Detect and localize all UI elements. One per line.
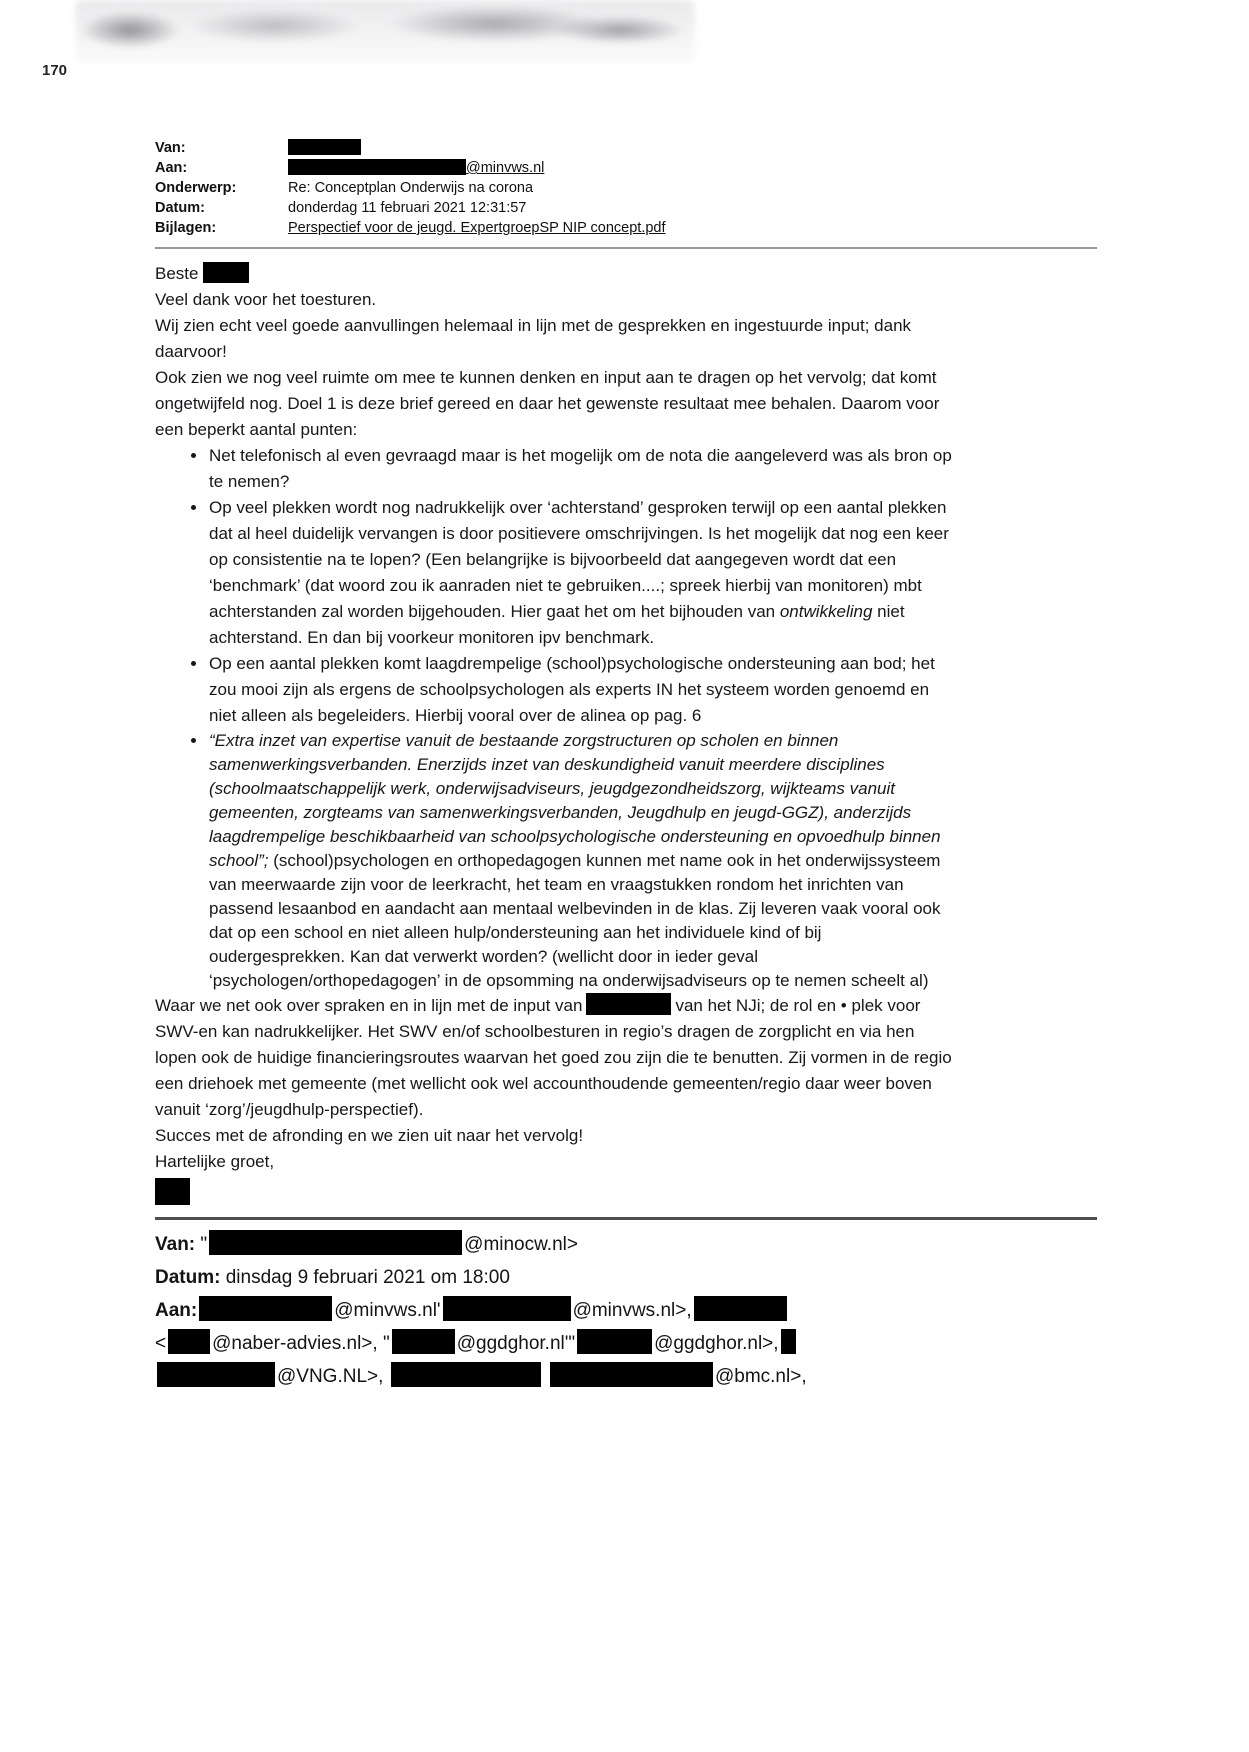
redaction-bar — [392, 1329, 455, 1354]
greeting-line — [155, 261, 957, 287]
paragraph-thanks: Veel dank voor het toesturen. — [155, 290, 377, 309]
header-row-onderwerp — [155, 178, 1097, 198]
quoted-text: @ggdghor.nl>, — [654, 1333, 779, 1354]
paragraph-intro1: Wij zien echt veel goede aanvullingen helemaal in lijn met de gesprekken en ingestuurde input; dank daarvoor! — [155, 316, 912, 361]
van-label: Van: — [155, 140, 186, 156]
quoted-text: @minvws.nl' — [334, 1300, 441, 1321]
redaction-bar — [781, 1329, 796, 1354]
header-row-van — [155, 138, 1097, 158]
bullet-text: niet achterstand. En dan bij voorkeur monitoren ipv benchmark. — [209, 602, 905, 647]
paragraph-text: Waar we net ook over spraken en in lijn met de input van — [155, 996, 583, 1015]
paragraph-groet: Hartelijke groet, — [155, 1152, 275, 1171]
redaction-bar — [157, 1362, 275, 1387]
page-number: 170 — [42, 62, 68, 79]
quoted-aan-label: Aan: — [155, 1300, 198, 1321]
quoted-text: @bmc.nl>, — [714, 1366, 807, 1387]
bullet-item-1 — [208, 443, 957, 495]
quoted-van-line — [155, 1228, 1097, 1261]
bullet-text-italic: ontwikkeling — [779, 602, 873, 621]
bullet-item-3 — [208, 651, 957, 729]
bullet-item-4 — [208, 729, 957, 993]
paragraph-succes: Succes met de afronding en we zien uit naar het vervolg! — [155, 1126, 584, 1145]
attachment-link[interactable]: Perspectief voor de jeugd. ExpertgroepSP NIP concept.pdf — [288, 220, 666, 236]
redaction-bar — [577, 1329, 652, 1354]
quoted-text: dinsdag 9 februari 2021 om 18:00 — [225, 1267, 510, 1288]
redaction-bar — [443, 1296, 571, 1321]
datum-label: Datum: — [155, 200, 205, 216]
email-header-block — [155, 138, 1097, 238]
section-divider — [155, 1217, 1097, 1220]
quoted-text: @VNG.NL>, — [277, 1366, 384, 1387]
quoted-text: @minocw.nl> — [464, 1234, 578, 1255]
paragraph-intro2: Ook zien we nog veel ruimte om mee te kunnen denken en input aan te dragen op het vervolg; dat komt ongetwijfeld nog. Doel 1 is deze brief gereed en daar het gewenste resultaat mee behalen. Daarom voor een beperkt aantal punten: — [155, 368, 940, 439]
quoted-email-header — [155, 1228, 1097, 1393]
paragraph-text: van het NJi; de rol en • plek voor SWV-en kan nadrukkelijker. Het SWV en/of schoolbesturen in regio’s dragen de zorgplicht en via hen lopen ook de huidige financieringsroutes waarvan het goed zou zijn die te benutten. Zij vormen in de regio een driehoek met gemeente (met wellicht ook wel accounthoudende gemeenten/regio daar weer boven vanuit ‘zorg’/jeugdhulp-perspectief). — [155, 996, 952, 1119]
scan-artifact — [75, 0, 695, 64]
bullet-text: (school)psychologen en orthopedagogen kunnen met name ook in het onderwijssysteem van meerwaarde zijn voor de leerkracht, het team en vraagstukken rondom het inrichten van passend lesaanbod en aandacht aan mentaal welbevinden in de klas. Zij leveren vaak vooral ook dat op een school en niet alleen hulp/ondersteuning aan het individuele kind of bij oudergesprekken. Kan dat verwerkt worden? (wellicht door in ieder geval ‘psychologen/orthopedagogen’ in de opsomming na onderwijsadviseurs op te nemen scheelt al) — [209, 851, 941, 990]
quoted-recipients-line-3 — [155, 1360, 1097, 1393]
redaction-bar — [550, 1362, 713, 1387]
quoted-datum-label: Datum: — [155, 1267, 221, 1288]
recipient-email-link[interactable]: @minvws.nl — [466, 160, 545, 176]
bullet-text: Op veel plekken wordt nog nadrukkelijk over ‘achterstand’ gesproken terwijl op een aantal plekken dat al heel duidelijk vervangen is door positievere omschrijvingen. Is het mogelijk dat nog een keer op consistentie na te lopen? (Een belangrijke is bijvoorbeeld dat aangegeven wordt dat een ‘benchmark’ (dat woord zou ik aanraden niet te gebruiken....; spreek hierbij van monitoren) mbt achterstanden zal worden bijgehouden. Hier gaat het om het bijhouden van — [209, 498, 949, 621]
quoted-aan-line — [155, 1294, 1097, 1327]
subject-text: Re: Conceptplan Onderwijs na corona — [288, 180, 534, 196]
bijlagen-label: Bijlagen: — [155, 220, 217, 236]
bullet-list — [155, 443, 957, 993]
date-text: donderdag 11 februari 2021 12:31:57 — [288, 200, 527, 216]
aan-label: Aan: — [155, 160, 188, 176]
header-row-aan — [155, 158, 1097, 178]
bullet-item-2 — [208, 495, 957, 651]
header-row-bijlagen — [155, 218, 1097, 238]
quoted-text: @ggdghor.nl'" — [456, 1333, 576, 1354]
quoted-recipients-line-2 — [155, 1327, 1097, 1360]
bijlagen-value — [288, 218, 1097, 238]
page-content — [155, 138, 1097, 1393]
greeting-text: Beste — [155, 264, 199, 283]
email-body — [155, 249, 957, 1213]
quoted-text: @naber-advies.nl>, " — [212, 1333, 390, 1354]
redaction-bar — [209, 1230, 462, 1255]
signature-redaction — [155, 1178, 190, 1205]
quoted-datum-line — [155, 1261, 1097, 1294]
redaction-bar — [288, 139, 361, 155]
redaction-bar — [168, 1329, 210, 1354]
bullet-text-italic: “Extra inzet van expertise vanuit de bestaande zorgstructuren op scholen en binnen samenwerkingsverbanden. Enerzijds inzet van deskundigheid vanuit meerdere disciplines (schoolmaatschappelijk werk, onderwijsadviseurs, jeugdgezondheidszorg, wijkteams vanuit gemeenten, zorgteams van samenwerkingsverbanden, Jeugdhulp en jeugd-GGZ), anderzijds laagdrempelige beschikbaarheid van schoolpsychologische ondersteuning en opvoedhulp binnen school”; — [209, 731, 941, 870]
bullet-text: Net telefonisch al even gevraagd maar is het mogelijk om de nota die aangeleverd was als bron op te nemen? — [209, 446, 952, 491]
bullet-text: Op een aantal plekken komt laagdrempelige (school)psychologische ondersteuning aan bod; het zou mooi zijn als ergens de schoolpsychologen als experts IN het systeem worden genoemd en niet alleen als begeleiders. Hierbij vooral over de alinea op pag. 6 — [209, 654, 935, 725]
quoted-van-label: Van: — [155, 1234, 196, 1255]
paragraph-waar — [155, 993, 957, 1123]
redaction-bar — [288, 159, 466, 175]
aan-value — [288, 158, 1097, 178]
onderwerp-label: Onderwerp: — [155, 180, 237, 196]
redaction-bar — [586, 993, 671, 1015]
van-value — [288, 138, 1097, 158]
quoted-text: " — [200, 1234, 208, 1255]
redaction-bar — [391, 1362, 541, 1387]
quoted-text: < — [155, 1333, 167, 1354]
redaction-bar — [203, 262, 249, 283]
header-row-datum — [155, 198, 1097, 218]
quoted-text: @minvws.nl>, — [572, 1300, 692, 1321]
redaction-bar — [199, 1296, 332, 1321]
redaction-bar — [694, 1296, 787, 1321]
